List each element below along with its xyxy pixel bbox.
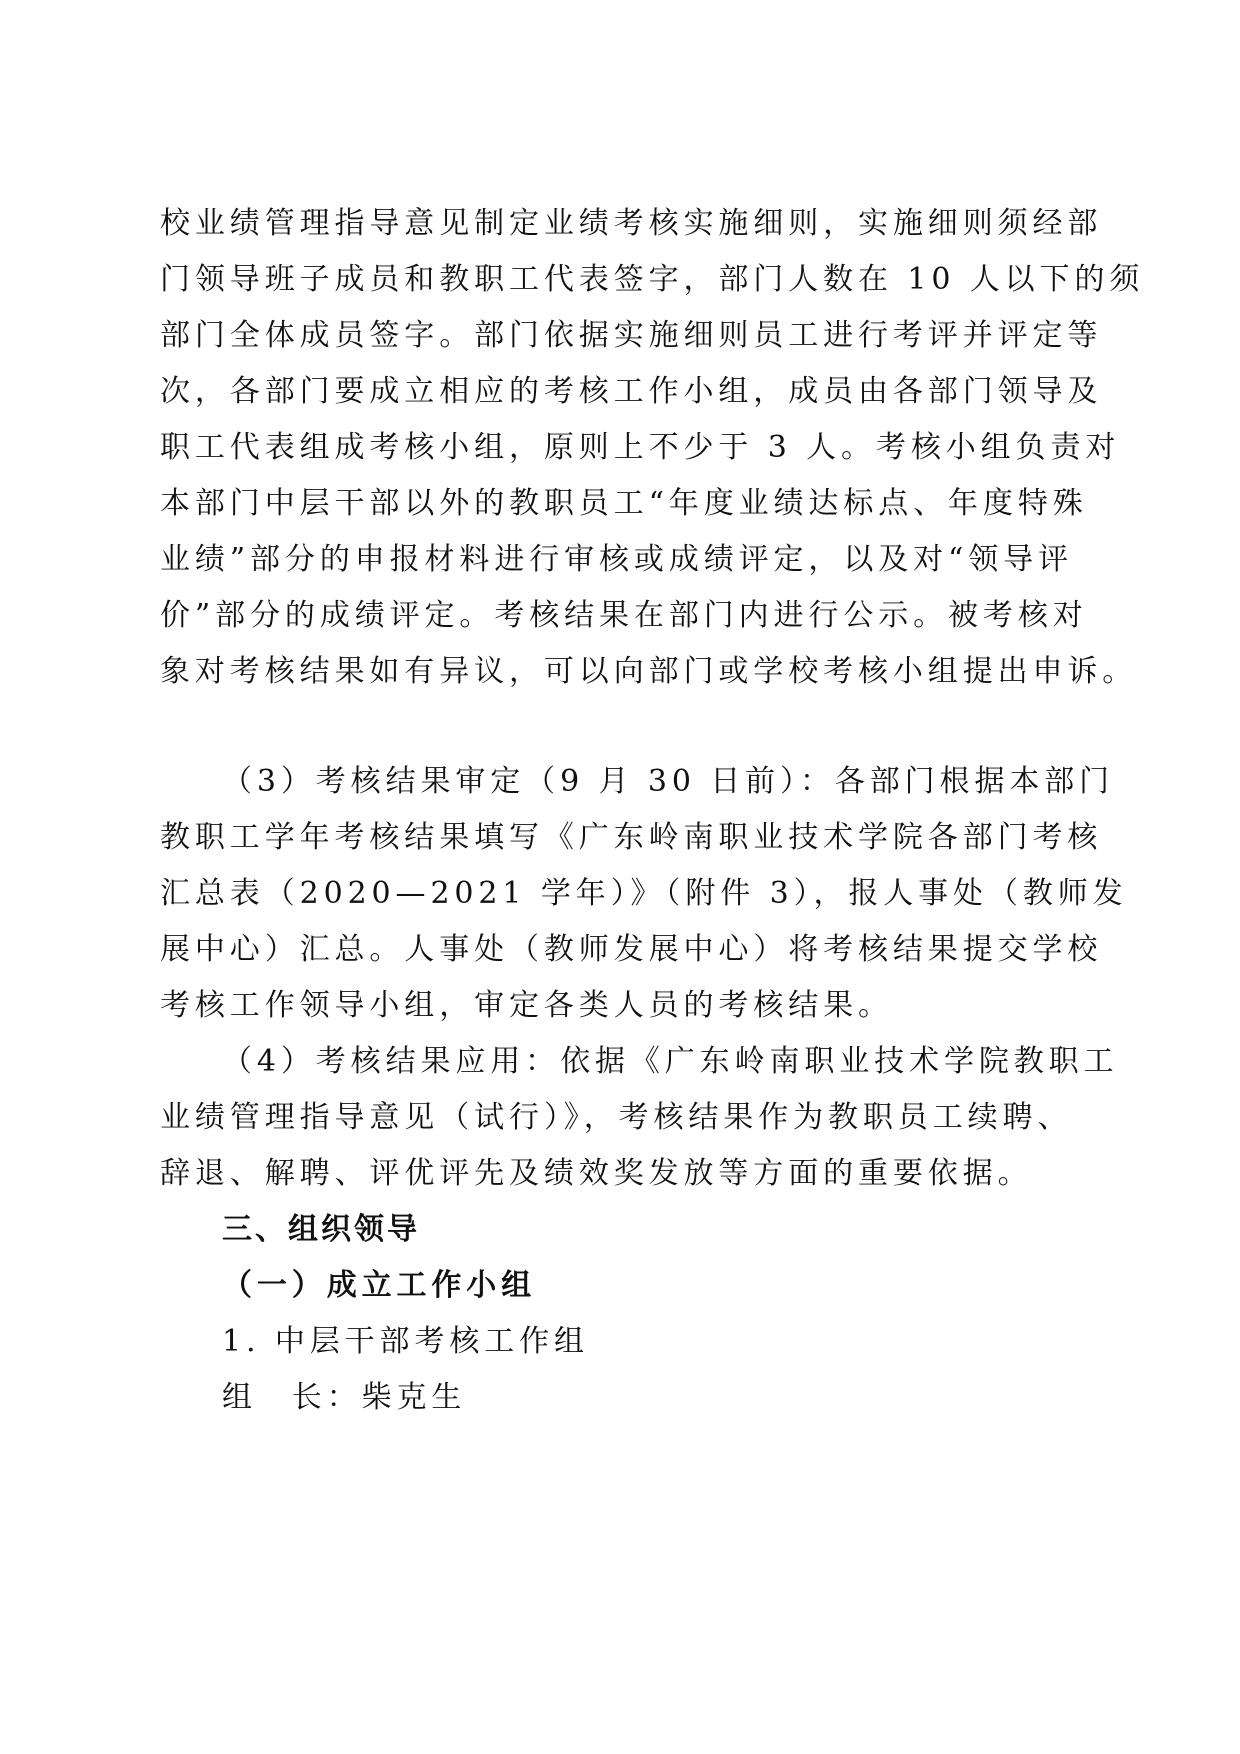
paragraph-line: 次，各部门要成立相应的考核工作小组，成员由各部门领导及	[160, 374, 1103, 409]
paragraph-line: 考核工作领导小组，审定各类人员的考核结果。	[160, 988, 893, 1023]
paragraph-line: 汇总表（2020—2021 学年）》（附件 3），报人事处（教师发	[160, 876, 1128, 911]
paragraph-line: 门领导班子成员和教职工代表签字，部门人数在 10 人以下的须	[160, 262, 1145, 297]
paragraph-line: 部门全体成员签字。部门依据实施细则员工进行考评并评定等	[160, 318, 1103, 353]
paragraph-line: （4）考核结果应用：依据《广东岭南职业技术学院教职工	[222, 1044, 1119, 1079]
paragraph-line: 象对考核结果如有异议，可以向部门或学校考核小组提出申诉。	[160, 654, 1138, 689]
paragraph-line: 展中心）汇总。人事处（教师发展中心）将考核结果提交学校	[160, 932, 1103, 967]
paragraph-line: 本部门中层干部以外的教职员工“年度业绩达标点、年度特殊	[160, 486, 1088, 521]
paragraph-line: （3）考核结果审定（9 月 30 日前）：各部门根据本部门	[222, 764, 1115, 799]
paragraph-line: 教职工学年考核结果填写《广东岭南职业技术学院各部门考核	[160, 820, 1103, 855]
leader-line: 组 长：柴克生	[222, 1380, 467, 1415]
subsection-heading: （一）成立工作小组	[222, 1268, 537, 1303]
item-heading: 1. 中层干部考核工作组	[222, 1324, 589, 1359]
paragraph-line: 业绩”部分的申报材料进行审核或成绩评定，以及对“领导评	[160, 542, 1073, 577]
paragraph-line: 辞退、解聘、评优评先及绩效奖发放等方面的重要依据。	[160, 1156, 1033, 1191]
paragraph-line: 校业绩管理指导意见制定业绩考核实施细则，实施细则须经部	[160, 206, 1103, 241]
paragraph-line: 职工代表组成考核小组，原则上不少于 3 人。考核小组负责对	[160, 430, 1121, 465]
section-heading: 三、组织领导	[222, 1212, 420, 1247]
paragraph-line: 价”部分的成绩评定。考核结果在部门内进行公示。被考核对	[160, 598, 1088, 633]
paragraph-line: 业绩管理指导意见（试行）》，考核结果作为教职员工续聘、	[160, 1100, 1073, 1135]
